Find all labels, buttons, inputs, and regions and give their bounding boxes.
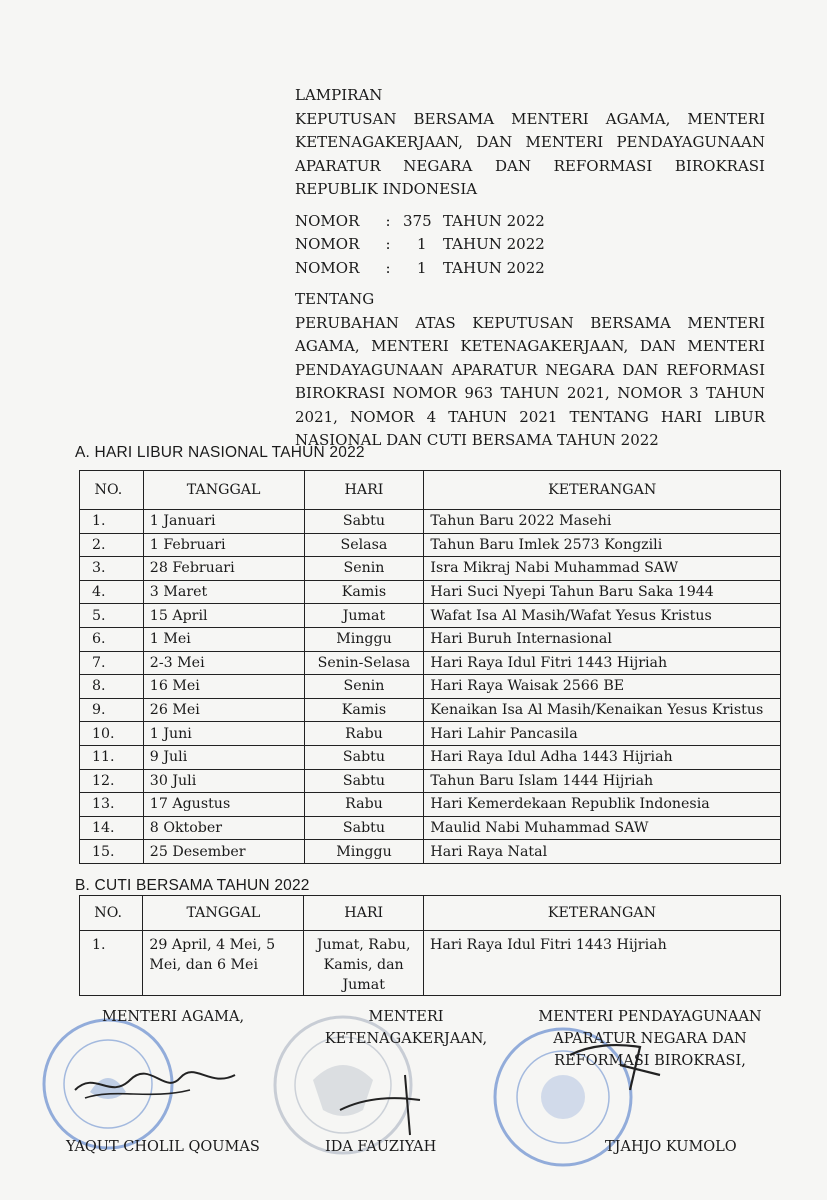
nomor-row: NOMOR : 1 TAHUN 2022 [295, 258, 545, 277]
lampiran-header [295, 84, 765, 453]
perubahan-line: PENDAYAGUNAAN APARATUR NEGARA DAN REFORMASI [295, 360, 765, 379]
table-row [80, 580, 781, 604]
cell-hari: Sabtu [304, 745, 424, 769]
cell-tanggal: 1 Februari [143, 533, 304, 557]
table-row [80, 722, 781, 746]
table-row [80, 840, 781, 864]
cell-tanggal: 30 Juli [143, 769, 304, 793]
signature-middle [330, 1070, 440, 1140]
signature-left-name: YAQUT CHOLIL QOUMAS [66, 1139, 260, 1155]
nomor-row: NOMOR : 1 TAHUN 2022 [295, 235, 545, 253]
cell-tanggal: 3 Maret [143, 580, 304, 604]
cell-hari: Sabtu [304, 769, 424, 793]
table-row [80, 627, 781, 651]
cell-no: 9. [80, 698, 144, 722]
cell-keterangan: Hari Raya Natal [424, 840, 781, 864]
table-row [80, 745, 781, 769]
cell-tanggal: 1 Januari [143, 510, 304, 534]
cell-no: 12. [80, 769, 144, 793]
cell-hari: Sabtu [304, 816, 424, 840]
cell-tanggal: 8 Oktober [143, 816, 304, 840]
cell-hari: Rabu [304, 722, 424, 746]
table-row [80, 604, 781, 628]
cell-hari: Senin [304, 675, 424, 699]
table-row [80, 793, 781, 817]
lampiran-label: LAMPIRAN [295, 86, 383, 104]
cell-no: 8. [80, 675, 144, 699]
holiday-table [79, 470, 781, 864]
cell-keterangan: Hari Raya Idul Fitri 1443 Hijriah [424, 651, 781, 675]
cell-tanggal: 25 Desember [143, 840, 304, 864]
section-b-title: B. CUTI BERSAMA TAHUN 2022 [75, 877, 310, 894]
cell-keterangan: Hari Raya Waisak 2566 BE [424, 675, 781, 699]
keputusan-line: KEPUTUSAN BERSAMA MENTERI AGAMA, MENTERI [295, 109, 765, 128]
table-row [80, 533, 781, 557]
cell-tanggal: 1 Mei [143, 627, 304, 651]
column-header: NO. [80, 896, 143, 931]
table-row [80, 698, 781, 722]
cell-keterangan: Tahun Baru Imlek 2573 Kongzili [424, 533, 781, 557]
cell-keterangan: Hari Kemerdekaan Republik Indonesia [424, 793, 781, 817]
column-header: KETERANGAN [424, 471, 781, 510]
signature-left [70, 1060, 240, 1110]
cell-no: 1. [80, 931, 143, 996]
holiday-table-body [80, 510, 781, 864]
cell-keterangan: Isra Mikraj Nabi Muhammad SAW [424, 557, 781, 581]
perubahan-line: 2021, NOMOR 4 TAHUN 2021 TENTANG HARI LIBUR [295, 407, 765, 426]
cell-hari: Jumat, Rabu, Kamis, dan Jumat [304, 931, 424, 996]
table-row [80, 931, 781, 996]
keputusan-line: REPUBLIK INDONESIA [295, 180, 478, 198]
perubahan-line: NASIONAL DAN CUTI BERSAMA TAHUN 2022 [295, 431, 659, 449]
perubahan-line: AGAMA, MENTERI KETENAGAKERJAAN, DAN MENTERI [295, 337, 765, 355]
cell-tanggal: 2-3 Mei [143, 651, 304, 675]
cell-hari: Rabu [304, 793, 424, 817]
cell-hari: Jumat [304, 604, 424, 628]
cell-keterangan: Maulid Nabi Muhammad SAW [424, 816, 781, 840]
cell-keterangan: Wafat Isa Al Masih/Wafat Yesus Kristus [424, 604, 781, 628]
cell-tanggal: 26 Mei [143, 698, 304, 722]
keputusan-line: APARATUR NEGARA DAN REFORMASI BIROKRASI [295, 156, 765, 175]
signature-left-title: MENTERI AGAMA, [102, 1009, 245, 1025]
cell-tanggal: 9 Juli [143, 745, 304, 769]
table-row [80, 651, 781, 675]
cell-no: 2. [80, 533, 144, 557]
column-header: TANGGAL [143, 896, 304, 931]
column-header: HARI [304, 896, 424, 931]
signature-right-name: TJAHJO KUMOLO [605, 1139, 737, 1155]
signature-right-title: MENTERI PENDAYAGUNAAN APARATUR NEGARA DAN REFORMASI BIROKRASI, [538, 1009, 762, 1069]
cell-keterangan: Hari Suci Nyepi Tahun Baru Saka 1944 [424, 580, 781, 604]
cell-no: 13. [80, 793, 144, 817]
cell-no: 4. [80, 580, 144, 604]
cell-no: 5. [80, 604, 144, 628]
cell-no: 11. [80, 745, 144, 769]
table-row [80, 557, 781, 581]
column-header: NO. [80, 471, 144, 510]
keputusan-line: KETENAGAKERJAAN, DAN MENTERI PENDAYAGUNAAN [295, 133, 765, 151]
cell-keterangan: Kenaikan Isa Al Masih/Kenaikan Yesus Kristus [424, 698, 781, 722]
column-header: HARI [304, 471, 424, 510]
table-row [80, 816, 781, 840]
table-row [80, 510, 781, 534]
table-header-row [80, 471, 781, 510]
cell-hari: Kamis [304, 698, 424, 722]
table-row [80, 675, 781, 699]
perubahan-line: PERUBAHAN ATAS KEPUTUSAN BERSAMA MENTERI [295, 313, 765, 332]
cell-no: 6. [80, 627, 144, 651]
cell-hari: Senin [304, 557, 424, 581]
cell-keterangan: Hari Raya Idul Fitri 1443 Hijriah [423, 931, 780, 996]
cell-keterangan: Tahun Baru 2022 Masehi [424, 510, 781, 534]
cell-tanggal: 17 Agustus [143, 793, 304, 817]
nomor-row: NOMOR : 375 TAHUN 2022 [295, 211, 545, 230]
cell-keterangan: Hari Raya Idul Adha 1443 Hijriah [424, 745, 781, 769]
cell-no: 3. [80, 557, 144, 581]
cell-tanggal: 15 April [143, 604, 304, 628]
tentang-label: TENTANG [295, 290, 375, 308]
section-a-title: A. HARI LIBUR NASIONAL TAHUN 2022 [75, 444, 365, 461]
cell-tanggal: 28 Februari [143, 557, 304, 581]
cell-no: 7. [80, 651, 144, 675]
column-header: KETERANGAN [423, 896, 780, 931]
cell-hari: Minggu [304, 627, 424, 651]
cuti-bersama-table [79, 895, 781, 996]
signature-middle-name: IDA FAUZIYAH [325, 1139, 437, 1155]
cell-hari: Kamis [304, 580, 424, 604]
cell-keterangan: Tahun Baru Islam 1444 Hijriah [424, 769, 781, 793]
cell-tanggal: 16 Mei [143, 675, 304, 699]
cell-hari: Senin-Selasa [304, 651, 424, 675]
cell-keterangan: Hari Buruh Internasional [424, 627, 781, 651]
cell-hari: Minggu [304, 840, 424, 864]
cell-hari: Selasa [304, 533, 424, 557]
cell-keterangan: Hari Lahir Pancasila [424, 722, 781, 746]
cell-hari: Sabtu [304, 510, 424, 534]
cell-no: 10. [80, 722, 144, 746]
cell-no: 15. [80, 840, 144, 864]
table-header-row [80, 896, 781, 931]
column-header: TANGGAL [143, 471, 304, 510]
cell-no: 1. [80, 510, 144, 534]
perubahan-line: BIROKRASI NOMOR 963 TAHUN 2021, NOMOR 3 TAHUN [295, 384, 765, 402]
table-row [80, 769, 781, 793]
cell-tanggal: 29 April, 4 Mei, 5 Mei, dan 6 Mei [143, 931, 304, 996]
cell-tanggal: 1 Juni [143, 722, 304, 746]
signature-middle-title: MENTERI KETENAGAKERJAAN, [324, 1009, 488, 1047]
cell-no: 14. [80, 816, 144, 840]
